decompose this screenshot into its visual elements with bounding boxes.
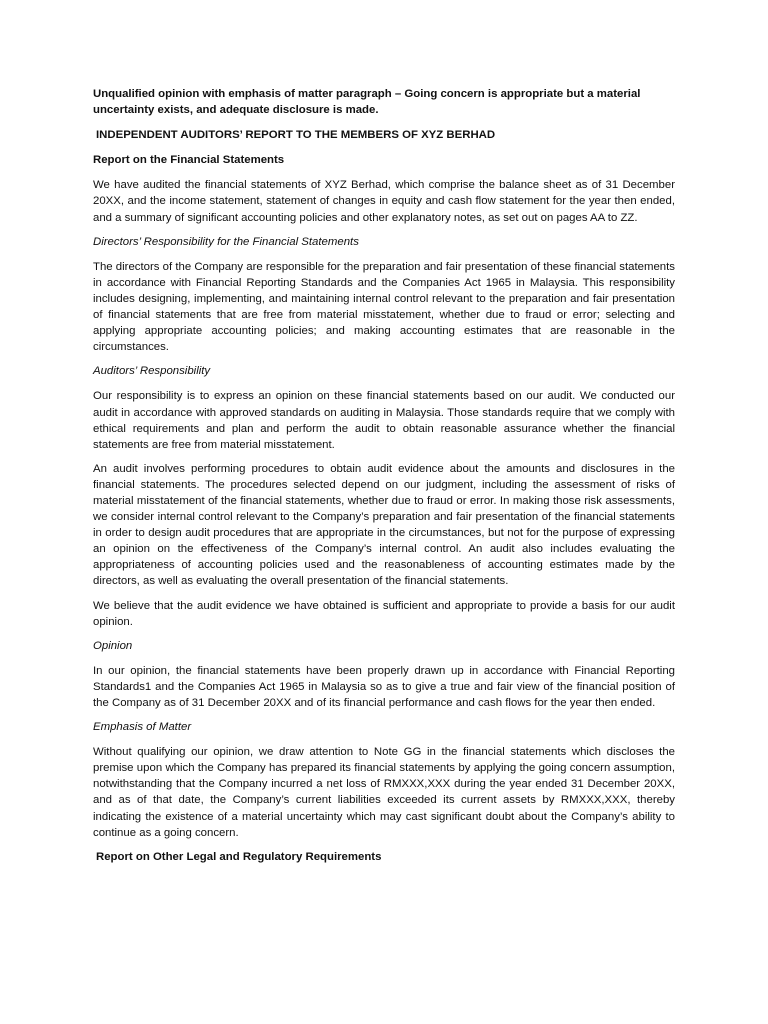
- intro-title: Unqualified opinion with emphasis of matter paragraph – Going concern is appropriate but a material uncertainty exists, and adequate disclosure is made.: [93, 88, 641, 117]
- paragraph-auditors-responsibility-3: We believe that the audit evidence we have obtained is sufficient and appropriate to provide a basis for our audit opinion.: [93, 599, 675, 628]
- paragraph-directors-responsibility: The directors of the Company are responsible for the preparation and fair presentation of these financial statements in accordance with Financial Reporting Standards and the Companies Act 1965 in Malaysia. This responsibility includes designing, implementing, and maintaining internal control relevant to the preparation and fair presentation of financial statements that are free from material misstatement, whether due to fraud or error; selecting and applying appropriate accounting policies; and making accounting estimates that are reasonable in the circumstances.: [93, 260, 675, 354]
- paragraph-auditors-responsibility-1: Our responsibility is to express an opinion on these financial statements based on our audit. We conducted our audit in accordance with approved standards on auditing in Malaysia. Those standards require that we comply with ethical requirements and plan and perform the audit to obtain reasonable assurance whether the financial statements are free from material misstatement.: [93, 390, 675, 451]
- subheading-directors-responsibility: Directors’ Responsibility for the Financial Statements: [93, 235, 359, 248]
- paragraph-opinion: In our opinion, the financial statements have been properly drawn up in accordance with Financial Reporting Standards1 and the Companies Act 1965 in Malaysia so as to give a true and fair view of the financial position of the Company as of 31 December 20XX and of its financial performance and cash flows for the year then ended.: [93, 664, 675, 709]
- section-heading-financial-statements: Report on the Financial Statements: [93, 154, 285, 167]
- document-page: [93, 86, 675, 873]
- subheading-opinion: Opinion: [93, 639, 133, 652]
- subheading-auditors-responsibility: Auditors’ Responsibility: [93, 365, 211, 378]
- paragraph-emphasis-of-matter: Without qualifying our opinion, we draw attention to Note GG in the financial statements which discloses the premise upon which the Company has prepared its financial statements by applying the going concern assumption, notwithstanding that the Company incurred a net loss of RMXXX,XXX during the year ended 31 December 20XX, and as of that date, the Company’s current liabilities exceeded its current assets by RMXXX,XXX, thereby indicating the existence of a material uncertainty which may cast significant doubt about the Company’s ability to continue as a going concern.: [93, 746, 675, 839]
- section-heading-other-requirements: Report on Other Legal and Regulatory Requirements: [96, 850, 382, 863]
- paragraph-audited: We have audited the financial statements of XYZ Berhad, which comprise the balance sheet as of 31 December 20XX, and the income statement, statement of changes in equity and cash flow statement for the year then ended, and a summary of significant accounting policies and other explanatory notes, as set out on pages AA to ZZ.: [93, 179, 675, 224]
- report-title: INDEPENDENT AUDITORS’ REPORT TO THE MEMBERS OF XYZ BERHAD: [96, 129, 496, 142]
- subheading-emphasis-of-matter: Emphasis of Matter: [93, 721, 192, 734]
- paragraph-auditors-responsibility-2: An audit involves performing procedures to obtain audit evidence about the amounts and disclosures in the financial statements. The procedures selected depend on our judgment, including the assessment of risks of material misstatement of the financial statements, whether due to fraud or error. In making those risk assessments, we consider internal control relevant to the Company’s preparation and fair presentation of the financial statements in order to design audit procedures that are appropriate in the circumstances, but not for the purpose of expressing an opinion on the effectiveness of the Company’s internal control. An audit also includes evaluating the appropriateness of accounting policies used and the reasonableness of accounting estimates made by the directors, as well as evaluating the overall presentation of the financial statements.: [93, 462, 675, 588]
